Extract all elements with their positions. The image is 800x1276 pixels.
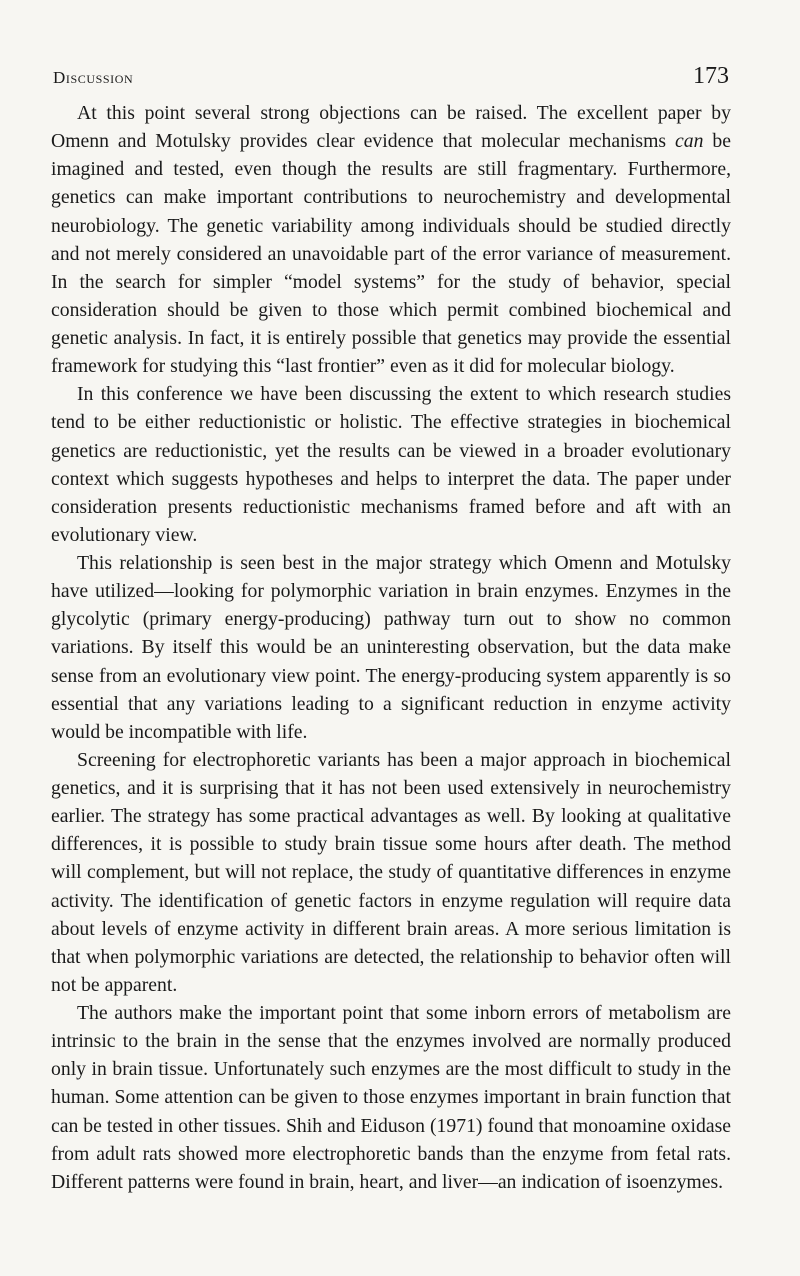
emphasis-can: can <box>675 130 704 153</box>
body-text <box>51 99 731 1196</box>
paragraph-3: This relationship is seen best in the major strategy which Omenn and Motulsky have utilized—looking for polymorphic variation in brain enzymes. Enzymes in the glycolytic (primary energy-producing) pathway turn out to show no common variations. By itself this would be an uninteresting observation, but the data make sense from an evolutionary view point. The energy-producing system apparently is so essential that any variations leading to a significant reduction in enzyme activity would be incompatible with life. <box>51 552 731 743</box>
page-header <box>51 62 731 102</box>
page-number: 173 <box>693 63 729 89</box>
book-page <box>51 62 731 1193</box>
paragraph-1-text-end: be imagined and tested, even though the results are still fragmentary. Furthermore, genetics can make important contributions to neurochemistry and developmental neurobiology. The genetic variability among individuals should be studied directly and not merely considered an unavoidable part of the error variance of measurement. In the search for simpler “model systems” for the study of behavior, special consideration should be given to those which permit combined biochemical and genetic analysis. In fact, it is entirely possible that genetics may provide the essential framework for studying this “last frontier” even as it did for molecular biology. <box>51 130 731 378</box>
paragraph-1 <box>51 99 731 380</box>
running-head: Discussion <box>53 68 134 87</box>
paragraph-1-text-start: At this point several strong objections can be raised. The excellent paper by Omenn and Motulsky provides clear evidence that molecular mechanisms <box>51 102 731 153</box>
paragraph-5: The authors make the important point that some inborn errors of metabolism are intrinsic to the brain in the sense that the enzymes involved are normally produced only in brain tissue. Unfortunately such enzymes are the most difficult to study in the human. Some attention can be given to those enzymes important in brain function that can be tested in other tissues. Shih and Eiduson (1971) found that monoamine oxidase from adult rats showed more electrophoretic bands than the enzyme from fetal rats. Different patterns were found in brain, heart, and liver—an indication of isoenzymes. <box>51 1002 731 1193</box>
paragraph-2: In this conference we have been discussing the extent to which research studies tend to be either reductionistic or holistic. The effective strategies in biochemical genetics are reductionistic, yet the results can be viewed in a broader evolutionary context which suggests hypotheses and helps to interpret the data. The paper under consideration presents reductionistic mechanisms framed before and aft with an evolutionary view. <box>51 383 731 546</box>
paragraph-4: Screening for electrophoretic variants has been a major approach in biochemical genetics, and it is surprising that it has not been used extensively in neurochemistry earlier. The strategy has some practical advantages as well. By looking at qualitative differences, it is possible to study brain tissue some hours after death. The method will complement, but will not replace, the study of quantitative differences in enzyme activity. The identification of genetic factors in enzyme regulation will require data about levels of enzyme activity in different brain areas. A more serious limitation is that when polymorphic variations are detected, the relationship to behavior often will not be apparent. <box>51 748 731 996</box>
